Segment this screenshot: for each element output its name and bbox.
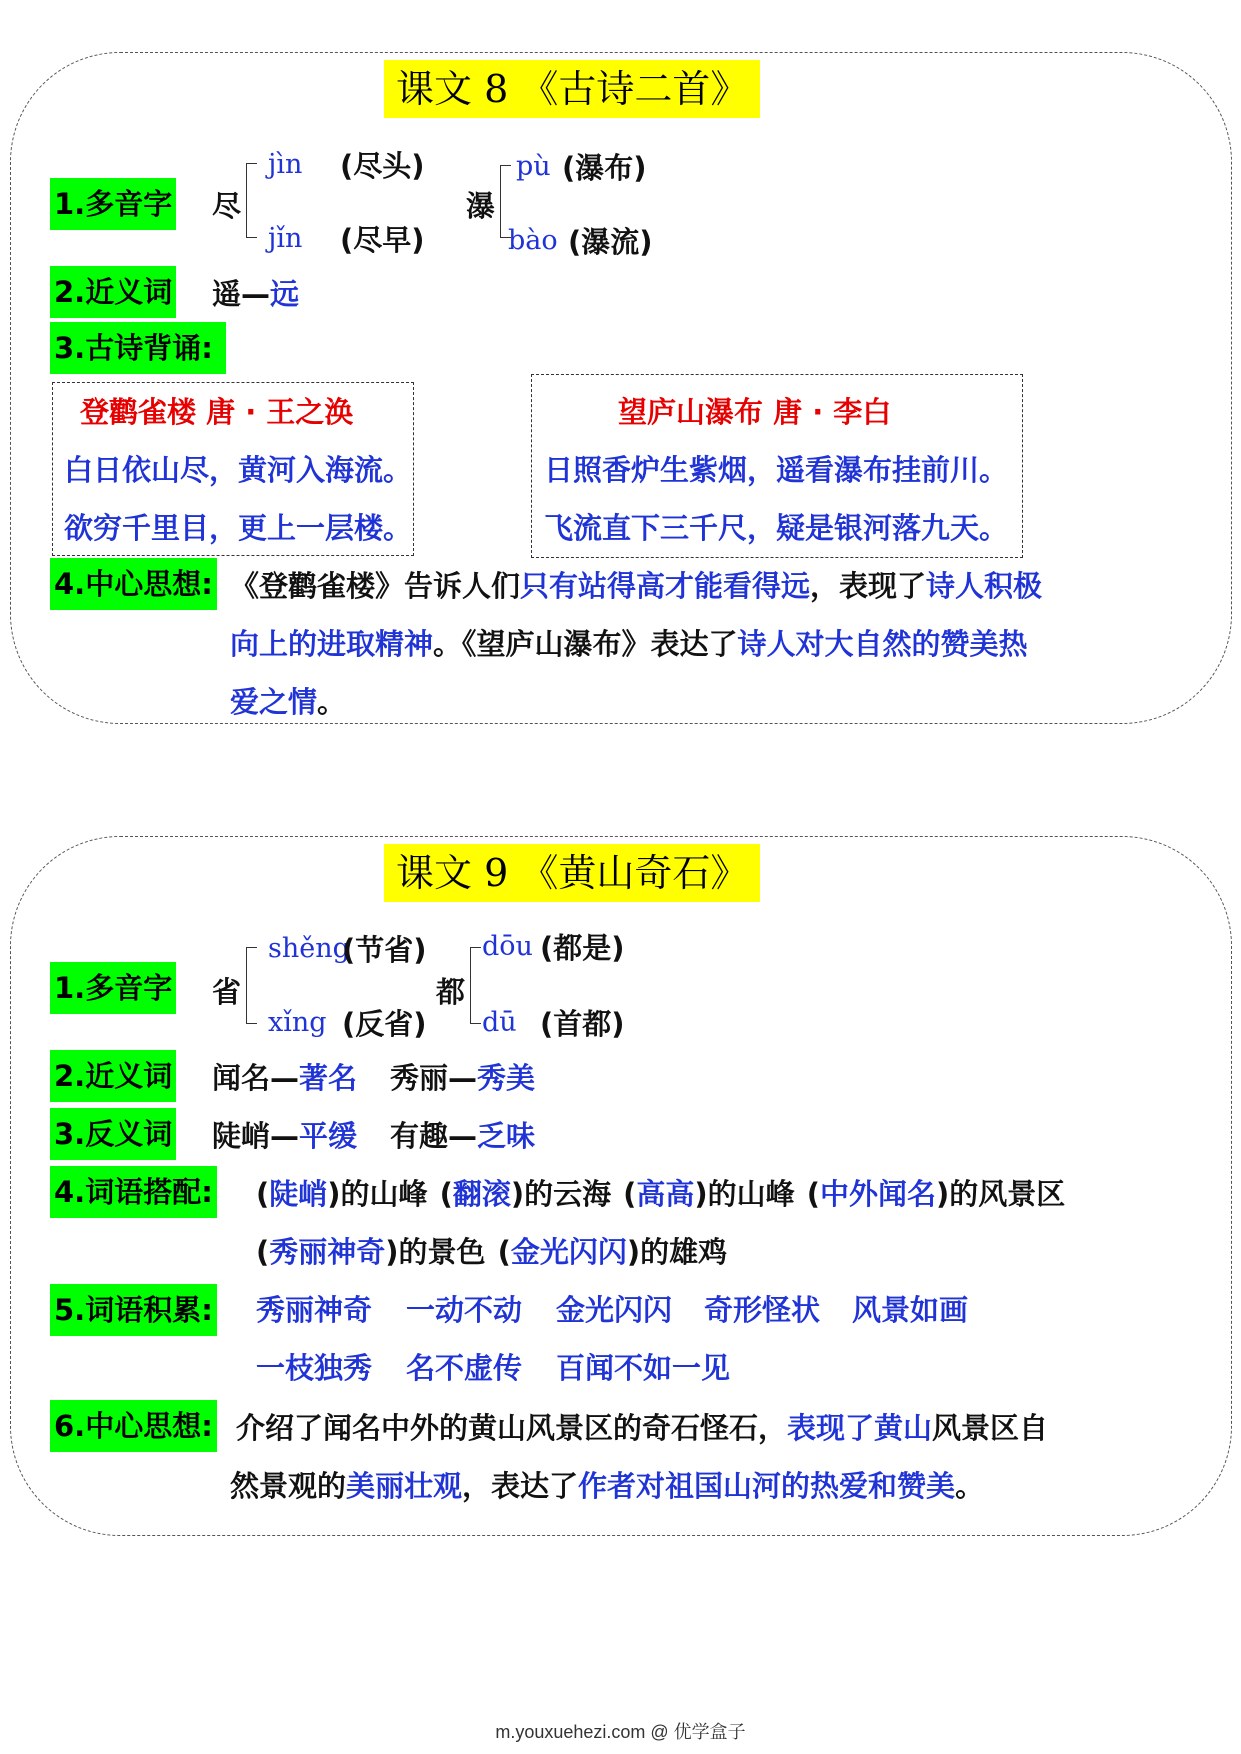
collocation-noun: 的云海 <box>524 1177 612 1211</box>
poly-pinyin: pù <box>516 151 551 182</box>
poly-pinyin: dōu <box>482 931 533 962</box>
vocab-word: 一枝独秀 <box>256 1351 373 1385</box>
lesson8-theme-line3 <box>230 682 346 722</box>
collocation-item: (陡峭)的山峰 <box>256 1177 428 1211</box>
lesson9-vocab-label: 5.词语积累: <box>50 1284 217 1336</box>
collocation-item: (翻滚)的云海 <box>439 1177 612 1211</box>
poly-brace <box>470 947 481 1024</box>
collocation-line2 <box>256 1232 727 1272</box>
lesson8-theme-line2 <box>230 624 1028 664</box>
poly-pinyin: jìn <box>268 149 303 180</box>
collocation-noun: 的景色 <box>398 1235 486 1269</box>
vocab-word: 一动不动 <box>406 1293 523 1327</box>
synonym-word: 秀丽— <box>390 1061 478 1095</box>
synonym-pair <box>390 1058 535 1098</box>
vocab-word: 金光闪闪 <box>556 1293 673 1327</box>
collocation-item: (高高)的山峰 <box>623 1177 795 1211</box>
poem2-title: 望庐山瀑布 唐 · 李白 <box>618 395 892 429</box>
collocation-fill: 陡峭 <box>269 1177 328 1211</box>
synonym-word: 遥— <box>212 277 271 311</box>
theme-text: 风景区自 <box>932 1411 1049 1445</box>
antonym-word: 陡峭— <box>212 1119 300 1153</box>
collocation-fill: 高高 <box>636 1177 695 1211</box>
collocation-fill: 秀丽神奇 <box>269 1235 386 1269</box>
theme-highlight: 作者对祖国山河的热爱和赞美 <box>578 1469 956 1503</box>
antonym-word: 有趣— <box>390 1119 478 1153</box>
lesson9-theme-line2 <box>230 1466 984 1506</box>
theme-text: 。《望庐山瀑布》表达了 <box>433 627 738 661</box>
poly-brace <box>246 163 257 238</box>
vocab-word: 风景如画 <box>852 1293 969 1327</box>
theme-text: ，表达了 <box>462 1469 579 1503</box>
theme-highlight: 向上的进取精神 <box>230 627 434 661</box>
collocation-item: (秀丽神奇)的景色 <box>256 1235 486 1269</box>
lesson8-theme-label: 4.中心思想: <box>50 558 217 610</box>
poem1-line1: 白日依山尽，黄河入海流。 <box>64 453 413 487</box>
footer-watermark: m.youxuehezi.com @ 优学盒子 <box>495 1722 746 1742</box>
collocation-noun: 的风景区 <box>949 1177 1066 1211</box>
poly-char-pu: 瀑 <box>466 189 496 223</box>
lesson8-polyphone-label: 1.多音字 <box>50 178 176 230</box>
theme-highlight: 诗人对大自然的赞美热 <box>737 627 1028 661</box>
poem1-title: 登鹳雀楼 唐 · 王之涣 <box>80 395 354 429</box>
poly-word: (瀑流) <box>568 225 653 259</box>
collocation-fill: 金光闪闪 <box>510 1235 627 1269</box>
collocation-noun: 的雄鸡 <box>640 1235 728 1269</box>
lesson9-theme-label: 6.中心思想: <box>50 1400 217 1452</box>
lesson8-synonym-label: 2.近义词 <box>50 266 176 318</box>
poem1-line2: 欲穷千里目，更上一层楼。 <box>64 511 413 545</box>
lesson8-theme-line1 <box>230 566 1042 606</box>
vocab-word: 百闻不如一见 <box>556 1351 731 1385</box>
theme-text: 。 <box>317 685 347 719</box>
theme-text: ，表现了 <box>810 569 927 603</box>
poly-char-dou: 都 <box>436 975 466 1009</box>
lesson9-synonym-label: 2.近义词 <box>50 1050 176 1102</box>
poly-char-jin: 尽 <box>212 189 242 223</box>
theme-highlight: 诗人积极 <box>926 569 1043 603</box>
poly-pinyin: dū <box>482 1007 517 1038</box>
synonym-word: 闻名— <box>212 1061 300 1095</box>
theme-highlight: 表现了黄山 <box>787 1411 933 1445</box>
poem2-line2: 飞流直下三千尺，疑是银河落九天。 <box>544 511 1009 545</box>
theme-highlight: 只有站得高才能看得远 <box>520 569 811 603</box>
poly-brace <box>246 947 257 1024</box>
vocab-word: 秀丽神奇 <box>256 1293 373 1327</box>
antonym-answer: 平缓 <box>299 1119 358 1153</box>
poly-pinyin: jǐn <box>268 223 303 254</box>
theme-text: 。 <box>955 1469 985 1503</box>
poly-word: (尽头) <box>340 149 425 183</box>
collocation-noun: 的山峰 <box>707 1177 795 1211</box>
poly-word: (瀑布) <box>562 151 647 185</box>
collocation-line1 <box>256 1174 1065 1214</box>
lesson9-collocation-label: 4.词语搭配: <box>50 1166 217 1218</box>
theme-text: 然景观的 <box>230 1469 347 1503</box>
poly-char-sheng: 省 <box>212 975 242 1009</box>
collocation-fill: 中外闻名 <box>819 1177 936 1211</box>
poly-word: (都是) <box>540 931 625 965</box>
synonym-answer: 秀美 <box>477 1061 536 1095</box>
collocation-item: (金光闪闪)的雄鸡 <box>497 1235 728 1269</box>
lesson8-poem-label: 3.古诗背诵: <box>50 322 226 374</box>
antonym-answer: 乏味 <box>477 1119 536 1153</box>
poly-word: (尽早) <box>340 223 425 257</box>
collocation-noun: 的山峰 <box>340 1177 428 1211</box>
collocation-item: (中外闻名)的风景区 <box>806 1177 1066 1211</box>
poly-word: (首都) <box>540 1007 625 1041</box>
poly-pinyin: shěng <box>268 933 350 964</box>
theme-text: 《登鹳雀楼》告诉人们 <box>230 569 521 603</box>
lesson9-polyphone-label: 1.多音字 <box>50 962 176 1014</box>
poly-word: (反省) <box>342 1007 427 1041</box>
poly-pinyin: xǐng <box>268 1007 327 1038</box>
synonym-pair <box>212 1058 357 1098</box>
theme-highlight: 爱之情 <box>230 685 318 719</box>
lesson9-antonym-label: 3.反义词 <box>50 1108 176 1160</box>
synonym-answer: 远 <box>270 277 300 311</box>
poly-word: (节省) <box>342 933 427 967</box>
lesson8-title: 课文 8 《古诗二首》 <box>384 60 760 118</box>
collocation-fill: 翻滚 <box>452 1177 511 1211</box>
theme-text: 介绍了闻名中外的黄山风景区的奇石怪石， <box>236 1411 788 1445</box>
antonym-pair <box>212 1116 357 1156</box>
antonym-pair <box>390 1116 535 1156</box>
theme-highlight: 美丽壮观 <box>346 1469 463 1503</box>
poly-pinyin: bào <box>508 225 558 256</box>
vocab-word: 名不虚传 <box>406 1351 523 1385</box>
vocab-word: 奇形怪状 <box>704 1293 821 1327</box>
poem2-line1: 日照香炉生紫烟，遥看瀑布挂前川。 <box>544 453 1009 487</box>
synonym-answer: 著名 <box>299 1061 358 1095</box>
lesson9-title: 课文 9 《黄山奇石》 <box>384 844 760 902</box>
lesson9-theme-line1 <box>236 1408 1048 1448</box>
